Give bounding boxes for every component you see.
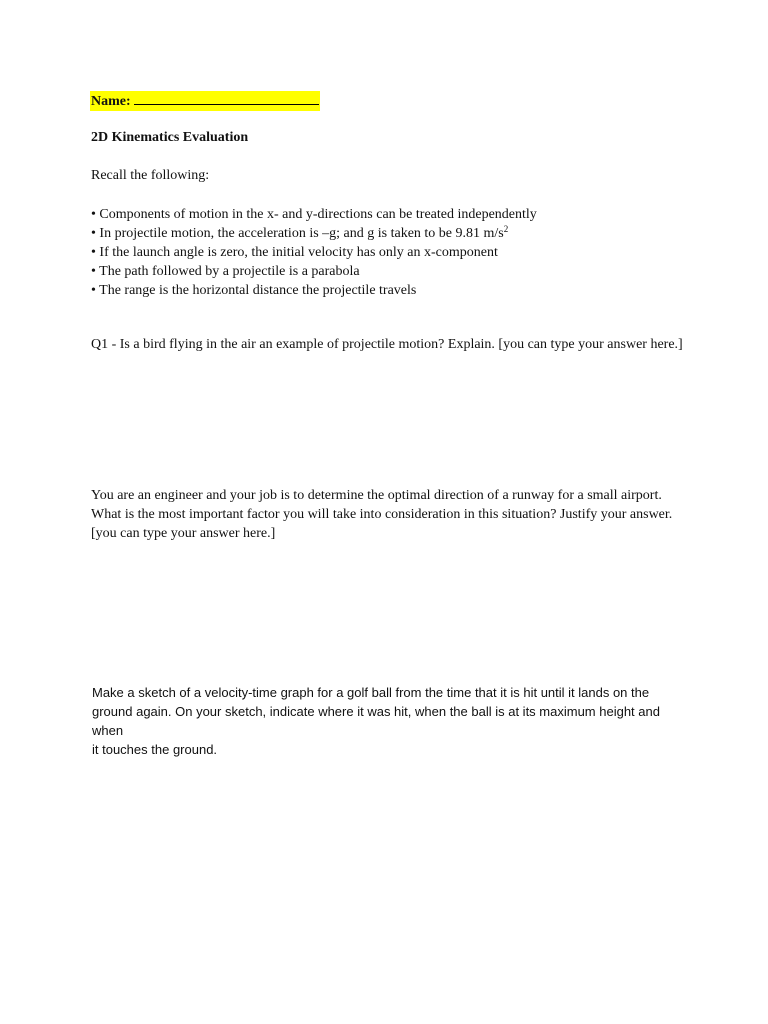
bullet-item: • The path followed by a projectile is a parabola (91, 264, 360, 279)
bullet-item: • The range is the horizontal distance the projectile travels (91, 283, 417, 298)
question-3-line: Make a sketch of a velocity-time graph for a golf ball from the time that it is hit until it lands on the (92, 685, 650, 700)
superscript: 2 (503, 224, 509, 234)
question-3-line: ground again. On your sketch, indicate where it was hit, when the ball is at its maximum height and when (92, 704, 660, 738)
bullet-item: • In projectile motion, the acceleration is –g; and g is taken to be 9.81 $m/s^2$ (91, 224, 509, 241)
recall-intro: Recall the following: (91, 168, 210, 183)
question-2-line: What is the most important factor you will take into consideration in this situation? Justify your answer. (91, 507, 673, 522)
bullet-item: • If the launch angle is zero, the initial velocity has only an x-component (91, 245, 498, 260)
document-title: 2D Kinematics Evaluation (91, 130, 249, 145)
name-label: Name: (91, 94, 131, 109)
bullet-item: • Components of motion in the x- and y-directions can be treated independently (91, 207, 537, 222)
question-2-line: You are an engineer and your job is to determine the optimal direction of a runway for a small airport. (91, 488, 662, 503)
question-1: Q1 - Is a bird flying in the air an example of projectile motion? Explain. [you can type your answer here.] (91, 337, 683, 352)
name-field[interactable] (90, 91, 320, 111)
bullet-list (91, 205, 537, 300)
question-2 (91, 486, 691, 543)
question-3 (92, 683, 692, 759)
question-2-line: [you can type your answer here.] (91, 526, 276, 541)
name-underline[interactable] (134, 91, 319, 105)
question-3-line: it touches the ground. (92, 742, 218, 757)
